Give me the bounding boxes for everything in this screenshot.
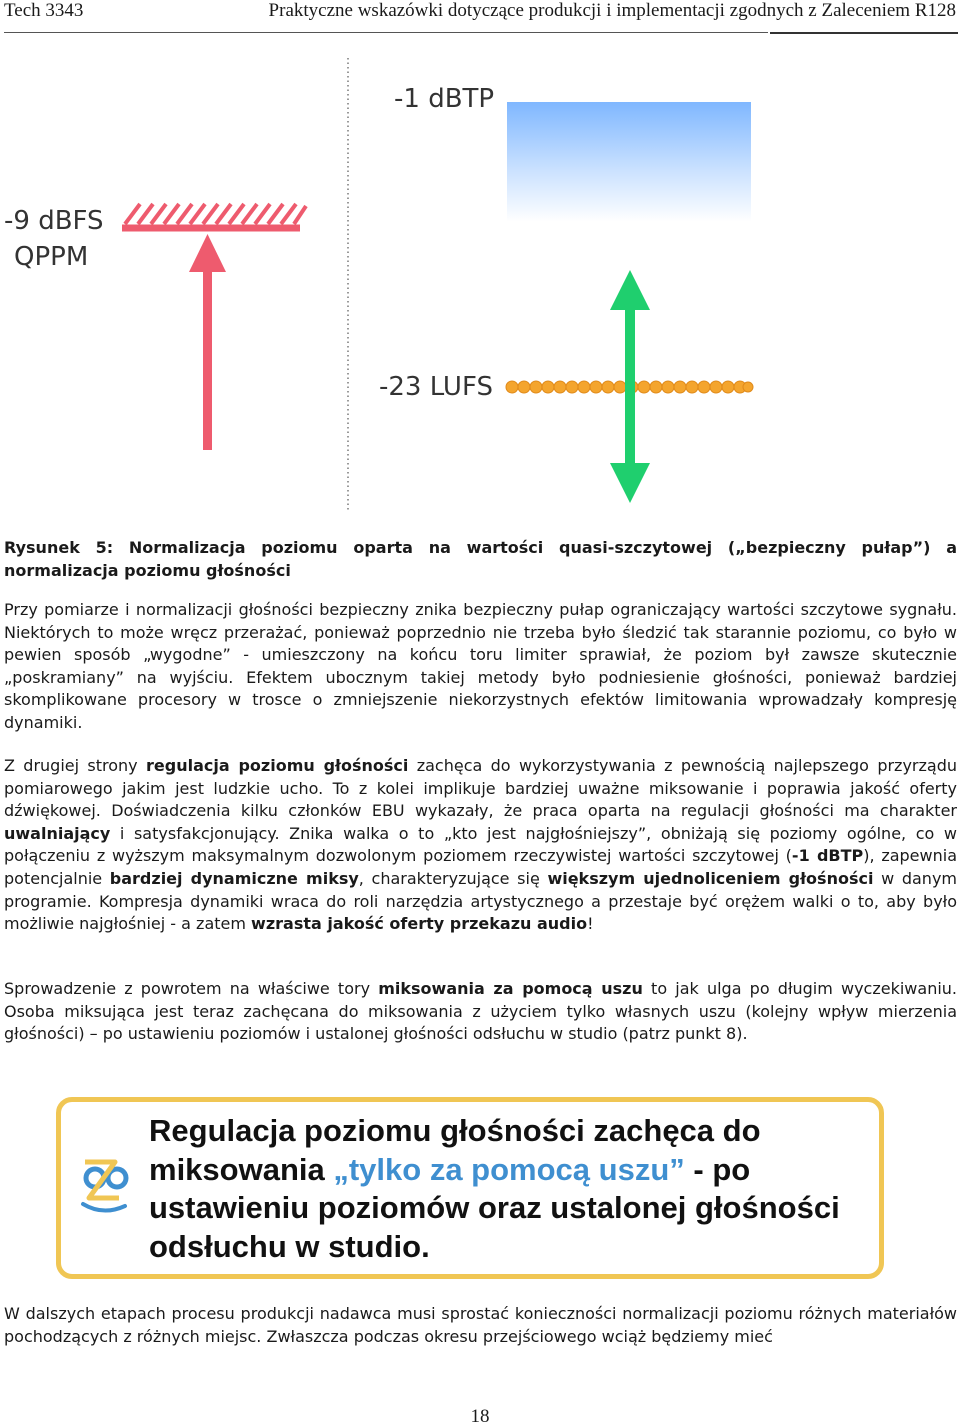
paragraph-4: W dalszych etapach procesu produkcji nadawca musi sprostać konieczności normalizacji poziomu różnych materiałów pochodzących z różnych miejsc. Zwłaszcza podczas okresu przejściowego wciąż będziemy mieć bbox=[4, 1304, 957, 1346]
ceiling-hatch bbox=[122, 204, 306, 228]
label-dbtp: -1 dBTP bbox=[394, 84, 495, 114]
callout-box bbox=[56, 1097, 884, 1279]
paragraph-3: Sprowadzenie z powrotem na właściwe tory miksowania za pomocą uszu to jak ulga po długim wyczekiwaniu. Osoba miksująca jest teraz zachęcana do miksowania z użyciem tylko własnych uszu (kolejny wpływ mierzenia głośności) – po ustawieniu poziomów i ustalonej głośności odsłuchu w studio (patrz punkt 8). bbox=[4, 979, 958, 1044]
paragraph-1: Przy pomiarze i normalizacji głośności bezpieczny znika bezpieczny pułap ograniczający wartości szczytowe sygnału. Niektórych to może wręcz przerażać, ponieważ poprzednio nie trzeba było śledzić tak starannie poziomu, co było w pewien sposób „wygodne” - umieszczony na końcu toru limiter sprawiał, że poziom był zawsze skutecznie „poskramiany” na wyjściu. Efektem ubocznym takiej metody było podniesienie głośności, ponieważ bardziej skomplikowane procesory w trosce o zmniejszenie niekorzystnych efektów limitowania wprowadzały kompresję dynamiki. bbox=[4, 600, 957, 732]
red-up-arrow bbox=[189, 234, 226, 450]
doc-title: Praktyczne wskazówki dotyczące produkcji i implementacji zgodnych z Zaleceniem R128 bbox=[268, 0, 956, 21]
callout-highlight: „tylko za pomocą uszu” bbox=[333, 1151, 685, 1187]
ebu-z-icon bbox=[79, 1154, 133, 1224]
page-header bbox=[4, 0, 956, 24]
callout-text: Regulacja poziomu głośności zachęca do miksowania „tylko za pomocą uszu” - po ustawieniu poziomów oraz ustalonej głośności odsłuchu w studio. bbox=[149, 1113, 840, 1264]
figure-caption: Rysunek 5: Normalizacja poziomu oparta na wartości quasi-szczytowej („bezpieczny pułap”) a normalizacja poziomu głośności bbox=[4, 538, 957, 580]
header-rule-accent bbox=[770, 32, 958, 34]
figure-5-graphic bbox=[0, 50, 960, 520]
label-qppm: QPPM bbox=[14, 242, 89, 272]
page-number: 18 bbox=[470, 1406, 490, 1427]
label-lufs: -23 LUFS bbox=[379, 372, 493, 402]
paragraph-2: Z drugiej strony regulacja poziomu głośności zachęca do wykorzystywania z pewnością najlepszego przyrządu pomiarowego jakim jest ludzkie ucho. To z kolei implikuje bardziej uważne miksowanie i poprawia jakość oferty dźwiękowej. Doświadczenia kilku członków EBU wykazały, że praca oparta na regulacji głośności ma charakter uwalniający i satysfakcjonujący. Znika walka o to „kto jest najgłośniejszy”, obniżają się poziomy ogólne, co w połączeniu z wyższym maksymalnym dozwolonym poziomem rzeczywistej wartości szczytowej (-1 dBTP), zapewnia potencjalnie bardziej dynamiczne miksy, charakteryzujące się większym ujednoliceniem głośności w danym programie. Kompresja dynamiki wraca do roli narzędzia artystycznego a przestaje być orężem walki o to, aby było możliwie najgłośniej - a zatem wzrasta jakość oferty przekazu audio! bbox=[4, 756, 958, 934]
label-dbfs: -9 dBFS bbox=[4, 206, 104, 236]
figure-5 bbox=[0, 50, 960, 520]
header-rule bbox=[4, 32, 768, 33]
doc-id: Tech 3343 bbox=[4, 0, 84, 21]
headroom-gradient bbox=[507, 102, 751, 222]
